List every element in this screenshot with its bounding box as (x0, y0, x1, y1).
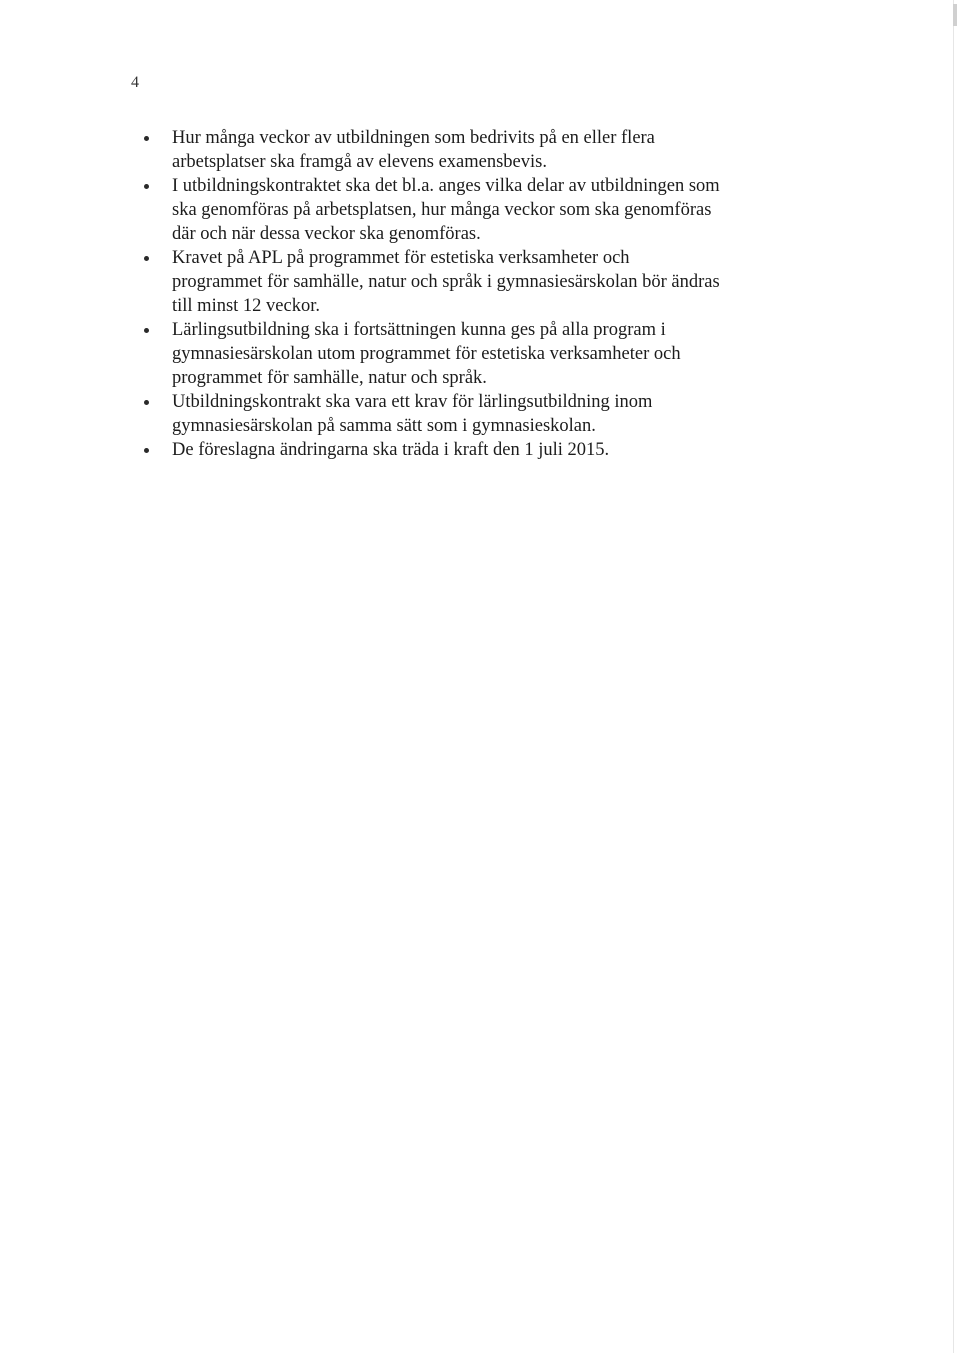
list-item-text: Utbildningskontrakt ska vara ett krav för lärlingsutbildning inom gymnasiesärskolan på samma sätt som i gymnasieskolan. (172, 392, 653, 436)
list-item (144, 246, 724, 318)
bullet-icon (144, 184, 149, 189)
list-item-text: I utbildningskontraktet ska det bl.a. anges vilka delar av utbildningen som ska genomföras på arbetsplatsen, hur många veckor som ska genomföras där och när dessa veckor ska genomföras. (172, 176, 720, 244)
list-item-text: Lärlingsutbildning ska i fortsättningen kunna ges på alla program i gymnasiesärskolan utom programmet för estetiska verksamheter och programmet för samhälle, natur och språk. (172, 320, 681, 388)
list-item (144, 390, 724, 438)
list-item-text: De föreslagna ändringarna ska träda i kraft den 1 juli 2015. (172, 440, 610, 460)
bullet-icon (144, 448, 149, 453)
page-edge-line (953, 0, 954, 1353)
list-item-text: Kravet på APL på programmet för estetiska verksamheter och programmet för samhälle, natur och språk i gymnasiesärskolan bör ändras till minst 12 veckor. (172, 248, 720, 316)
bullet-icon (144, 256, 149, 261)
list-item (144, 126, 724, 174)
scan-edge-mark (953, 4, 957, 26)
list-item (144, 174, 724, 246)
bullet-icon (144, 400, 149, 405)
bullet-icon (144, 136, 149, 141)
list-item-text: Hur många veckor av utbildningen som bedrivits på en eller flera arbetsplatser ska framgå av elevens examensbevis. (172, 128, 655, 172)
bullet-icon (144, 328, 149, 333)
page-number: 4 (131, 74, 139, 91)
list-item (144, 318, 724, 390)
bullet-list (144, 126, 724, 462)
list-item (144, 438, 724, 462)
